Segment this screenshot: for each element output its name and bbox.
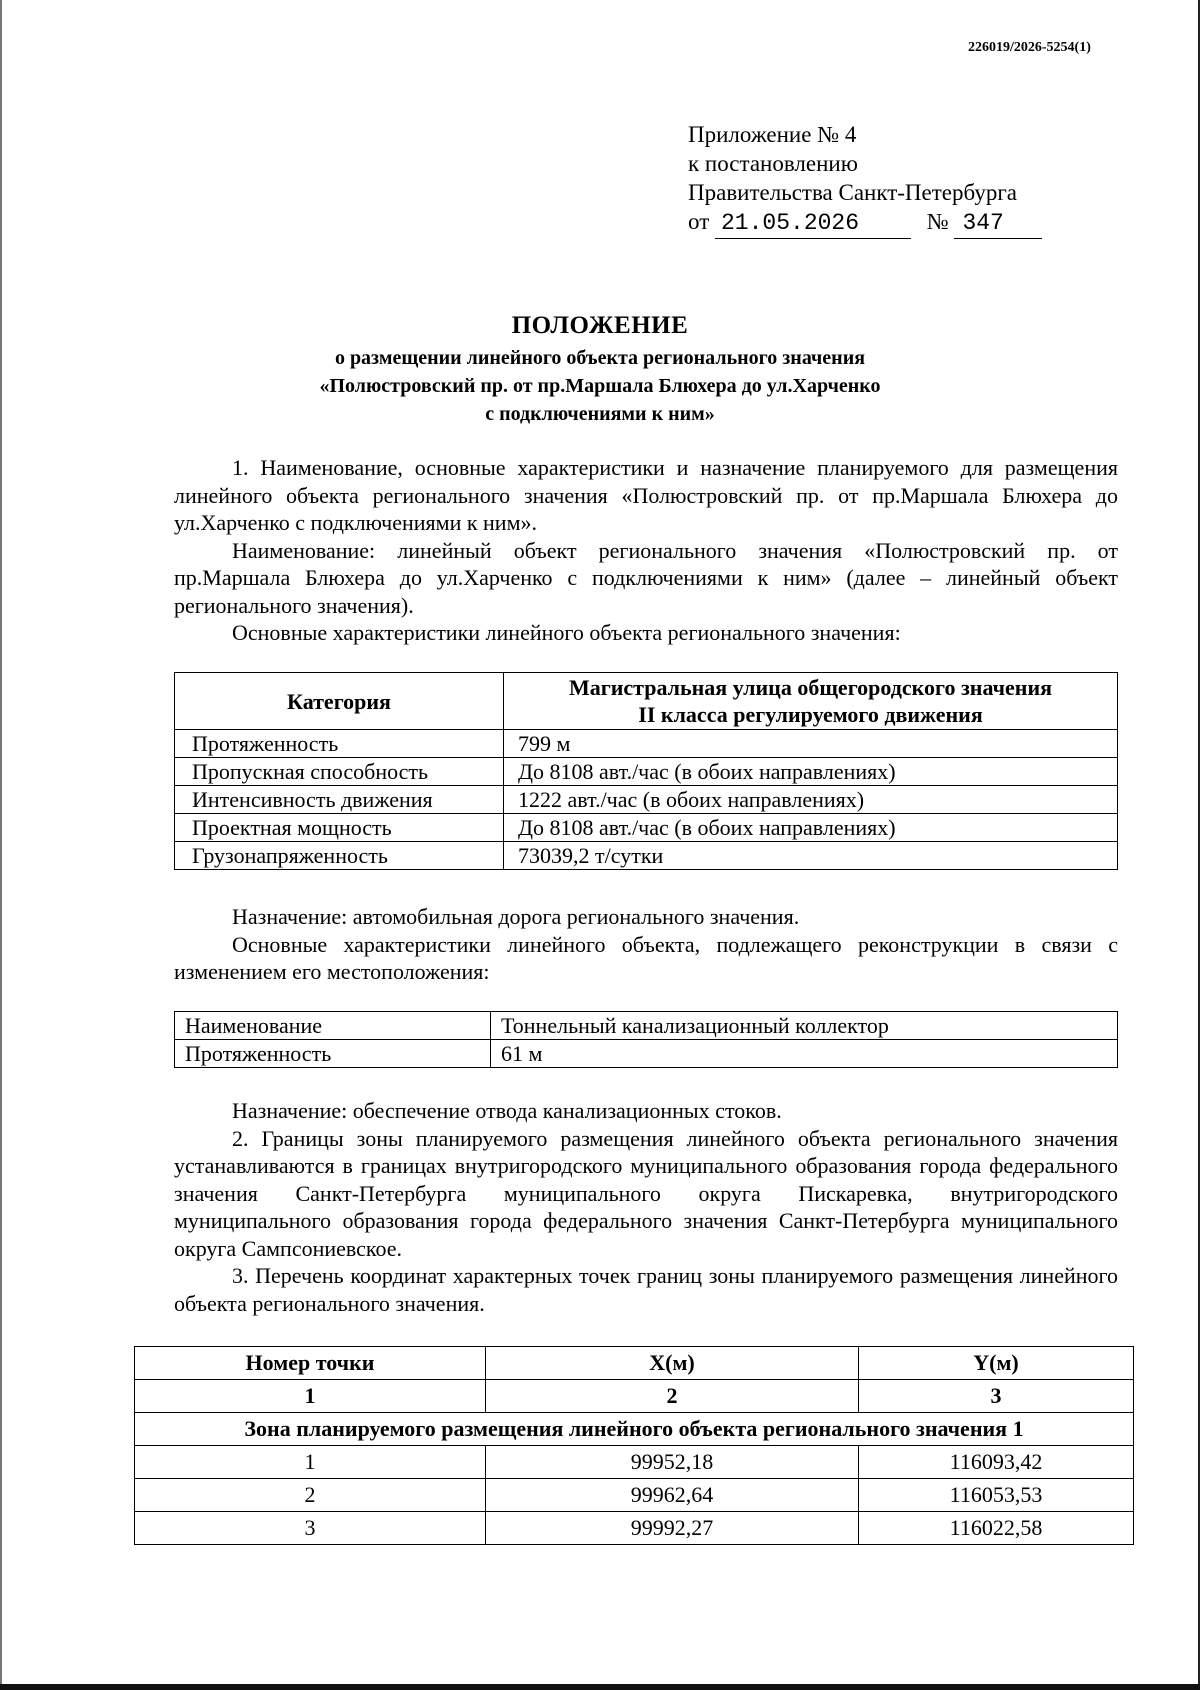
section-1b-text	[174, 903, 1118, 986]
column-index-row	[135, 1380, 1134, 1413]
table-row	[135, 1512, 1134, 1545]
table-row	[175, 1040, 1118, 1068]
row-label: Грузонапряженность	[175, 842, 504, 870]
document-title	[150, 312, 1050, 428]
index-cell: 1	[135, 1380, 486, 1413]
row-label: Интенсивность движения	[175, 786, 504, 814]
header-cell: X(м)	[486, 1347, 859, 1380]
paragraph: 3. Перечень координат характерных точек границ зоны планируемого размещения линейного объекта регионального значения.	[174, 1263, 1118, 1316]
table-row	[175, 842, 1118, 870]
characteristics-table	[174, 672, 1118, 870]
row-label: Проектная мощность	[175, 814, 504, 842]
row-value: 799 м	[504, 730, 1118, 758]
table-header-row	[175, 673, 1118, 730]
table-row	[175, 786, 1118, 814]
header-text-line: Магистральная улица общегородского значения	[568, 675, 1053, 700]
y-coordinate: 116053,53	[859, 1479, 1134, 1512]
row-value: 73039,2 т/сутки	[504, 842, 1118, 870]
appendix-header	[688, 120, 1042, 239]
coordinates-table	[134, 1346, 1134, 1545]
row-value: 61 м	[491, 1040, 1118, 1068]
scan-edge-left	[0, 0, 2, 1690]
table-row	[175, 1012, 1118, 1040]
row-label: Протяженность	[175, 730, 504, 758]
row-value: До 8108 авт./час (в обоих направлениях)	[504, 814, 1118, 842]
section-1-text	[174, 454, 1118, 647]
title-line-1: о размещении линейного объекта регионального значения	[334, 347, 866, 369]
header-cell: Y(м)	[859, 1347, 1134, 1380]
table-row	[175, 758, 1118, 786]
title-main: ПОЛОЖЕНИЕ	[511, 312, 689, 339]
x-coordinate: 99992,27	[486, 1512, 859, 1545]
index-cell: 3	[859, 1380, 1134, 1413]
resolution-number: 347	[954, 209, 1042, 239]
header-cell	[504, 673, 1118, 730]
row-label: Наименование	[175, 1012, 491, 1040]
paragraph: 2. Границы зоны планируемого размещения линейного объекта регионального значения устанавливаются в границах внутригородского муниципального образования города федерального значения Санкт-Петербурга муниципального округа Пискаревка, внутригородского муниципального образования города федерального значения Санкт-Петербурга муниципального округа Сампсониевское.	[174, 1125, 1118, 1261]
table-row	[175, 730, 1118, 758]
date-prefix: от	[688, 209, 710, 234]
paragraph: Наименование: линейный объект регионального значения «Полюстровский пр. от пр.Маршала Блюхера до ул.Харченко с подключениями к ним» (далее – линейный объект регионального значения).	[174, 537, 1118, 618]
paragraph: Назначение: автомобильная дорога регионального значения.	[232, 904, 800, 929]
y-coordinate: 116093,42	[859, 1446, 1134, 1479]
index-cell: 2	[486, 1380, 859, 1413]
paragraph: Основные характеристики линейного объекта регионального значения:	[232, 620, 901, 645]
zone-title: Зона планируемого размещения линейного объекта регионального значения 1	[135, 1413, 1134, 1446]
y-coordinate: 116022,58	[859, 1512, 1134, 1545]
number-prefix: №	[926, 209, 949, 234]
row-value: До 8108 авт./час (в обоих направлениях)	[504, 758, 1118, 786]
paragraph: Основные характеристики линейного объекта, подлежащего реконструкции в связи с изменением его местоположения:	[174, 931, 1118, 984]
header-text-line: II класса регулируемого движения	[638, 702, 983, 727]
table-row	[135, 1479, 1134, 1512]
appendix-line-2: к постановлению	[688, 151, 858, 176]
table-row	[175, 814, 1118, 842]
point-number: 2	[135, 1479, 486, 1512]
row-label: Пропускная способность	[175, 758, 504, 786]
header-cell: Номер точки	[135, 1347, 486, 1380]
point-number: 1	[135, 1446, 486, 1479]
appendix-line-3: Правительства Санкт-Петербурга	[688, 180, 1017, 205]
document-registration-number: 226019/2026-5254(1)	[968, 40, 1091, 55]
x-coordinate: 99962,64	[486, 1479, 859, 1512]
table-header-row	[135, 1347, 1134, 1380]
title-line-2: «Полюстровский пр. от пр.Маршала Блюхера до ул.Харченко	[319, 375, 881, 397]
appendix-line-1: Приложение № 4	[688, 122, 857, 147]
resolution-date: 21.05.2026	[715, 209, 911, 239]
x-coordinate: 99952,18	[486, 1446, 859, 1479]
scan-edge-bottom	[0, 1684, 1200, 1690]
row-label: Протяженность	[175, 1040, 491, 1068]
paragraph: Назначение: обеспечение отвода канализационных стоков.	[232, 1098, 782, 1123]
appendix-date-line	[688, 207, 1042, 239]
point-number: 3	[135, 1512, 486, 1545]
section-2-text	[174, 1097, 1118, 1317]
paragraph: 1. Наименование, основные характеристики и назначение планируемого для размещения линейного объекта регионального значения «Полюстровский пр. от пр.Маршала Блюхера до ул.Харченко с подключениями к ним».	[174, 455, 1118, 535]
title-line-3: с подключениями к ним»	[485, 403, 715, 425]
reconstruction-object-table	[174, 1011, 1118, 1068]
zone-title-row	[135, 1413, 1134, 1446]
row-value: Тоннельный канализационный коллектор	[491, 1012, 1118, 1040]
table-row	[135, 1446, 1134, 1479]
row-value: 1222 авт./час (в обоих направлениях)	[504, 786, 1118, 814]
header-cell: Категория	[175, 673, 504, 730]
